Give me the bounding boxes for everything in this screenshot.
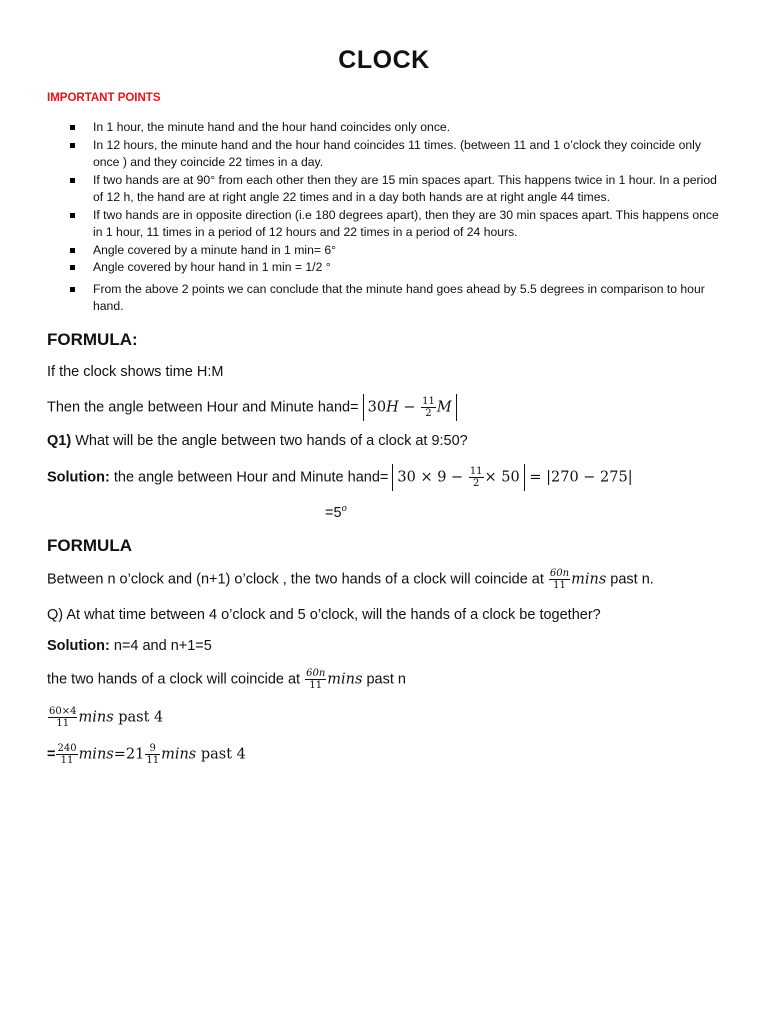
list-item: If two hands are at 90° from each other then they are 15 min spaces apart. This happens twice in 1 hour. In a period of 12 h, the hand are at right angle 22 times and in a day both hands are at right angle 44 times. — [0, 172, 768, 207]
step-1: $\frac{60\times 4}{11}$ mins past 4 — [49, 706, 164, 729]
angle-formula-line: Then the angle between Hour and Minute hand= 30H − $\frac{11}{2}$ M — [47, 394, 457, 421]
formula-heading: FORMULA: — [47, 330, 138, 349]
list-item: In 1 hour, the minute hand and the hour hand coincides only once. — [0, 119, 768, 137]
step-2: = $\frac{240}{11}$ mins=21 $\frac{9}{11}$ mins past 4 — [47, 743, 246, 766]
coincide-formula-line: Between n o’clock and (n+1) o’clock , the two hands of a clock will coincide at $\frac{60n}{11}$ mins past n. — [47, 568, 654, 591]
bullet-icon — [70, 265, 75, 270]
question-2: Q) At what time between 4 o’clock and 5 o’clock, will the hands of a clock be together? — [47, 607, 601, 623]
solution-1-result: $=5^o$ — [325, 504, 347, 521]
bullet-icon — [70, 213, 75, 218]
solution-2: Solution: n=4 and n+1=5 — [47, 638, 212, 654]
bullet-icon — [70, 143, 75, 148]
fraction: $\frac{60\times 4}{11}$ — [49, 706, 77, 729]
absolute-value-expression: 30 × 9 − $\frac{11}{2}$ × 50 — [392, 464, 524, 491]
list-item: Angle covered by a minute hand in 1 min= 6° — [0, 242, 768, 260]
fraction: $\frac{11}{2}$ — [469, 466, 483, 489]
solution-1: Solution: the angle between Hour and Minute hand= 30 × 9 − $\frac{11}{2}$ × 50 = |270 − 275| — [47, 466, 633, 489]
list-item: If two hands are in opposite direction (i.e 180 degrees apart), then they are 30 min spaces apart. This happens once in 1 hour, 11 times in a period of 12 hours and 22 times in a period of 24 hours. — [0, 207, 768, 242]
bullet-icon — [70, 248, 75, 253]
formula-heading-2: FORMULA — [47, 536, 132, 555]
fraction: $\frac{240}{11}$ — [57, 743, 77, 766]
list-item: Angle covered by hour hand in 1 min = 1/2 ° — [0, 259, 768, 277]
bullet-icon — [70, 287, 75, 292]
important-points-list — [0, 119, 768, 316]
fraction: $\frac{11}{2}$ — [422, 396, 435, 419]
formula-intro-line: If the clock shows time H:M — [47, 364, 224, 380]
fraction: $\frac{60n}{11}$ — [549, 568, 570, 591]
page-title: CLOCK — [338, 46, 430, 74]
question-1: Q1) What will be the angle between two hands of a clock at 9:50? — [47, 433, 468, 449]
list-item: From the above 2 points we can conclude that the minute hand goes ahead by 5.5 degrees in comparison to hour hand. — [0, 281, 768, 316]
list-item: In 12 hours, the minute hand and the hour hand coincides 11 times. (between 11 and 1 o’clock they coincide only once ) and they coincide 22 times in a day. — [0, 137, 768, 172]
important-points-heading: IMPORTANT POINTS — [47, 92, 161, 104]
coincide-line-2: the two hands of a clock will coincide at $\frac{60n}{11}$ mins past n — [47, 668, 406, 691]
absolute-value-expression: 30H − $\frac{11}{2}$ M — [363, 394, 457, 421]
bullet-icon — [70, 125, 75, 130]
fraction: $\frac{60n}{11}$ — [306, 668, 326, 691]
fraction: $\frac{9}{11}$ — [146, 743, 160, 766]
bullet-icon — [70, 178, 75, 183]
